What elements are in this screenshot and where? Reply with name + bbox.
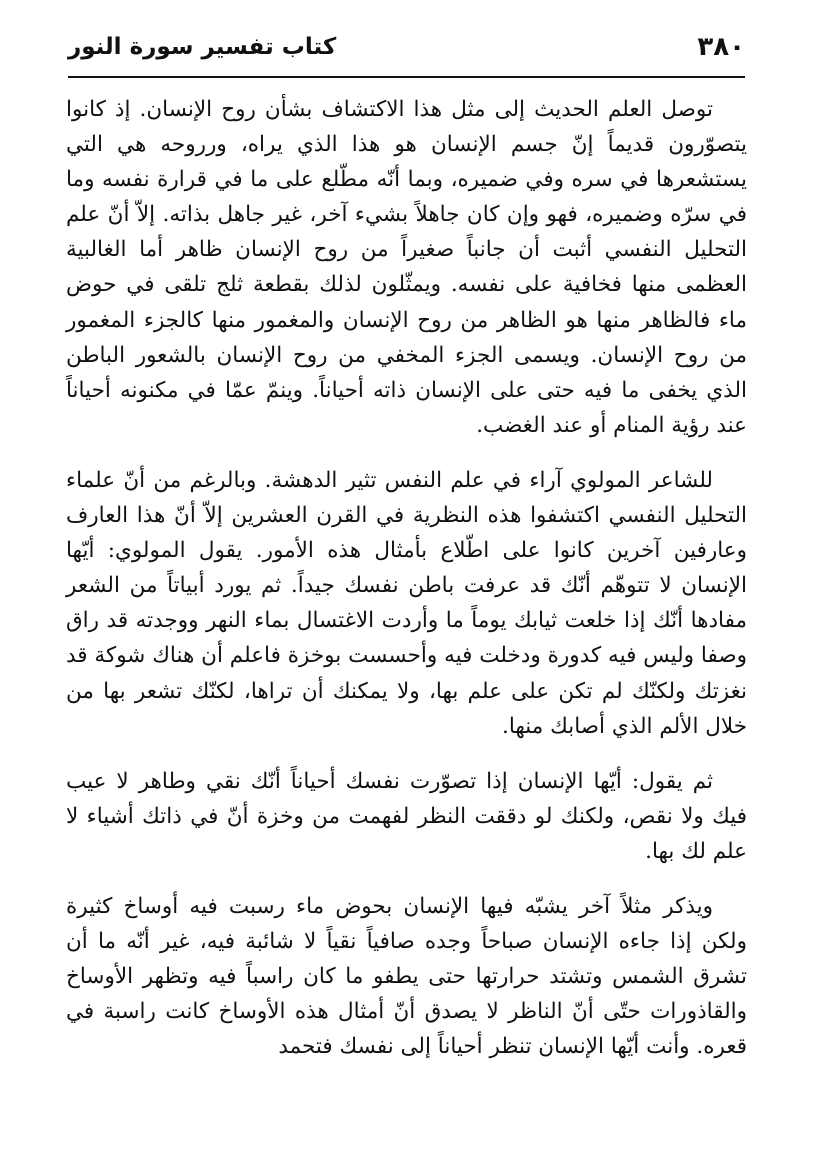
body-text xyxy=(66,92,747,1084)
header-divider xyxy=(68,76,745,78)
paragraph: للشاعر المولوي آراء في علم النفس تثير الدهشة. وبالرغم من أنّ علماء التحليل النفسي اكتشفوا هذه النظرية في القرن العشرين إلاّ أنّ هذا العارف وعارفين آخرين كانوا على اطّلاع بأمثال هذه الأمور. يقول المولوي: أيّها الإنسان لا تتوهّم أنّك قد عرفت باطن نفسك جيداً. ثم يورد أبياتاً من الشعر مفادها أنّك إذا خلعت ثيابك يوماً ما وأردت الاغتسال بماء النهر ووجدته قد راق وصفا وليس فيه كدورة ودخلت فيه وأحسست بوخزة فاعلم أن هناك شوكة قد نغزتك ولكنّك لم تكن على علم بها، ولا يمكنك أن تراها، لكنّك تشعر بها من خلال الألم الذي أصابك منها. xyxy=(66,467,747,739)
paragraph: ويذكر مثلاً آخر يشبّه فيها الإنسان بحوض ماء رسبت فيه أوساخ كثيرة ولكن إذا جاءه الإنسان صباحاً وجده صافياً نقياً لا شائبة فيه، غير أنّه ما أن تشرق الشمس وتشتد حرارتها حتى يطفو ما كان راسباً فيه وتظهر الأوساخ والقاذورات حتّى أنّ الناظر لا يصدق أنّ أمثال هذه الأوساخ كانت راسبة في قعره. وأنت أيّها الإنسان تنظر أحياناً إلى نفسك فتحمد xyxy=(66,893,747,1060)
paragraph: توصل العلم الحديث إلى مثل هذا الاكتشاف بشأن روح الإنسان. إذ كانوا يتصوّرون قديماً إنّ جسم الإنسان هو هذا الذي يراه، ورروحه هي التي يستشعرها في سره وفي ضميره، وبما أنّه مطّلع على ما في قرارة نفسه وما في سرّه وضميره، فهو وإن كان جاهلاً بشيء آخر، غير جاهل بذاته. إلاّ أنّ علم التحليل النفسي أثبت أن جانباً صغيراً من روح الإنسان ظاهر أما الغالبية العظمى منها فخافية على نفسه. ويمثّلون لذلك بقطعة ثلج تلقى في حوض ماء فالظاهر منها هو الظاهر من روح الإنسان والمغمور منها كالجزء المغمور من روح الإنسان. ويسمى الجزء المخفي من روح الإنسان بالشعور الباطن الذي يخفى ما فيه حتى على الإنسان ذاته أحياناً. وينمّ عمّا في مكنونه أحياناً عند رؤية المنام أو عند الغضب. xyxy=(66,97,747,438)
running-title: كتاب تفسير سورة النور xyxy=(68,34,337,60)
page-header xyxy=(68,28,745,72)
page-number: ٣٨٠ xyxy=(697,32,745,62)
paragraph: ثم يقول: أيّها الإنسان إذا تصوّرت نفسك أحياناً أنّك نقي وطاهر لا عيب فيك ولا نقص، ولكنك لو دققت النظر لفهمت من وخزة أنّ في ذاتك أشياء لا علم لك بها. xyxy=(66,768,747,864)
